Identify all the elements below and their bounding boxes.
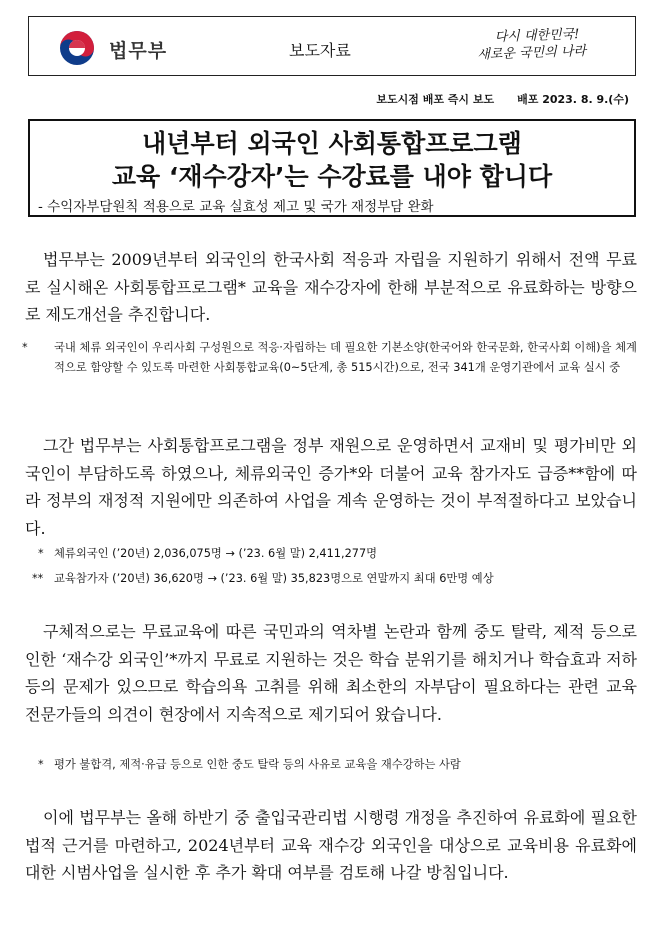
paragraph-2: 그간 법무부는 사회통합프로그램을 정부 재원으로 운영하면서 교재비 및 평가비만 외국인이 부담하도록 하였으나, 체류외국인 증가*와 더불어 교육 참가자도 급증**함에 따라 정부의 재정적 지원에만 의존하여 사업을 계속 운영하는 것이 부적절하다고 보았습니다. [25, 436, 637, 538]
footnote-2b [32, 570, 494, 586]
paragraph-1: 법무부는 2009년부터 외국인의 한국사회 적응과 자립을 지원하기 위해서 전액 무료로 실시해온 사회통합프로그램* 교육을 재수강자에 한해 부분적으로 유료화하는 방향으로 제도개선을 추진합니다. [25, 250, 637, 324]
footnote-marker: * [38, 758, 44, 771]
footnote-marker: * [22, 341, 28, 354]
footnote-3-text: 평가 불합격, 제적·유급 등으로 인한 중도 탈락 등의 사유로 교육을 재수강하는 사람 [54, 758, 461, 771]
paragraph-3: 구체적으로는 무료교육에 따른 국민과의 역차별 논란과 함께 중도 탈락, 제적 등으로 인한 ‘재수강 외국인’*까지 무료로 지원하는 것은 학습 분위기를 해치거나 학습효과 저하 등의 문제가 있으므로 학습의욕 고취를 위해 최소한의 자부담이 필요하다는 관련 교육 전문가들의 의견이 현장에서 지속적으로 제기되어 왔습니다. [25, 622, 637, 724]
headline-line-2: 교육 ‘재수강자’는 수강료를 내야 합니다 [111, 162, 553, 191]
headline [30, 127, 634, 193]
ministry-logo-icon [59, 30, 95, 66]
paragraph-4: 이에 법무부는 올해 하반기 중 출입국관리법 시행령 개정을 추진하여 유료화에 필요한 법적 근거를 마련하고, 2024년부터 교육 재수강 외국인을 대상으로 교육비용 유료화에 대한 시범사업을 실시한 후 추가 확대 여부를 검토해 나갈 방침입니다. [25, 808, 637, 882]
header-box [28, 16, 636, 76]
document-type: 보도자료 [289, 41, 351, 60]
embargo-text: 보도시점 배포 즉시 보도 [376, 93, 495, 106]
footnote-3 [38, 756, 461, 772]
release-date: 배포 2023. 8. 9.(수) [517, 93, 629, 106]
footnote-marker: ** [32, 572, 44, 585]
footnote-1 [22, 338, 638, 378]
subheadline: - 수익자부담원칙 적용으로 교육 실효성 제고 및 국가 재정부담 완화 [38, 199, 434, 215]
ministry-name: 법무부 [109, 40, 168, 62]
footnote-1-text: 국내 체류 외국인이 우리사회 구성원으로 적응·자립하는 데 필요한 기본소양(한국어와 한국문화, 한국사회 이해)을 체계적으로 함양할 수 있도록 마련한 사회통합교육(0~5단계, 총 515시간)으로, 전국 341개 운영기관에서 교육 실시 중 [54, 341, 637, 374]
headline-line-1: 내년부터 외국인 사회통합프로그램 [142, 129, 522, 158]
release-info [376, 91, 629, 107]
footnote-2a [38, 545, 377, 561]
footnote-2a-text: 체류외국인 (’20년) 2,036,075명 → (’23. 6월 말) 2,411,277명 [54, 547, 378, 560]
slogan [476, 24, 627, 63]
footnote-marker: * [38, 547, 44, 560]
slogan-line-1: 다시 대한민국! [494, 27, 580, 45]
title-box [28, 119, 636, 217]
footnote-2b-text: 교육참가자 (’20년) 36,620명 → (’23. 6월 말) 35,823명으로 연말까지 최대 6만명 예상 [54, 572, 494, 585]
slogan-line-2: 새로운 국민의 나라 [477, 43, 587, 63]
